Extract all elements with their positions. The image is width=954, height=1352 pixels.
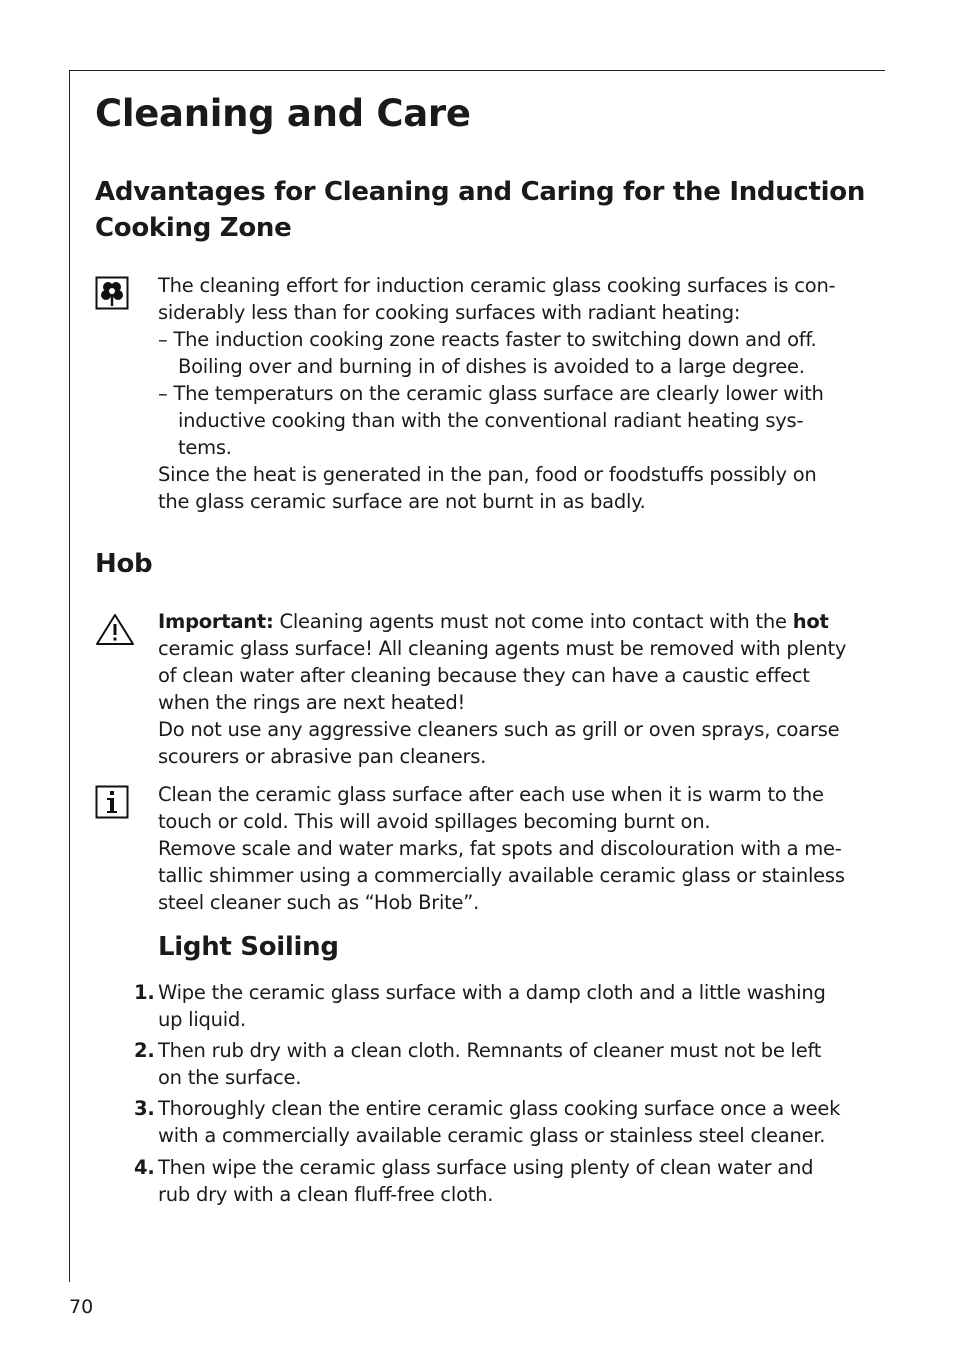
step-4-line2: rub dry with a clean fluff-free cloth. [158, 1183, 494, 1206]
step-2-line1: Then rub dry with a clean cloth. Remnants of cleaner must not be left [158, 1039, 822, 1062]
warning-line2: ceramic glass surface! All cleaning agents must be removed with plenty [158, 637, 847, 660]
advantages-bullet-1 [158, 326, 864, 380]
step-1-line2: up liquid. [158, 1008, 247, 1031]
warning-text [158, 608, 864, 770]
left-margin-rule [69, 70, 70, 1282]
step-text [158, 979, 864, 1033]
light-soiling-heading: Light Soiling [158, 932, 339, 962]
step-item-3 [134, 1095, 864, 1149]
info-text [158, 781, 864, 916]
step-text [158, 1095, 864, 1149]
advantages-heading [95, 174, 865, 246]
step-3-line2: with a commercially available ceramic glass or stainless steel cleaner. [158, 1124, 826, 1147]
step-number: 1. [134, 981, 155, 1004]
step-item-2 [134, 1037, 864, 1091]
advantages-bullet-2 [158, 380, 864, 461]
warning-line1: Cleaning agents must not come into contact with the [273, 610, 793, 633]
step-item-4 [134, 1154, 864, 1208]
bullet-1-line1: – The induction cooking zone reacts faster to switching down and off. [158, 328, 817, 351]
advantages-intro [158, 272, 864, 326]
advantages-heading-line2: Cooking Zone [95, 213, 292, 243]
page-title: Cleaning and Care [95, 92, 471, 135]
step-number: 3. [134, 1097, 155, 1120]
bullet-1-line2: Boiling over and burning in of dishes is avoided to a large degree. [178, 355, 805, 378]
hot-emphasis: hot [792, 610, 829, 633]
hob-heading: Hob [95, 549, 153, 579]
advantages-closing-line2: the glass ceramic surface are not burnt in as badly. [158, 490, 646, 513]
bullet-2-line2: inductive cooking than with the conventional radiant heating sys- [178, 409, 804, 432]
warning-triangle-icon [95, 612, 135, 646]
bullet-2-line1: – The temperaturs on the ceramic glass surface are clearly lower with [158, 382, 824, 405]
step-3-line1: Thoroughly clean the entire ceramic glass cooking surface once a week [158, 1097, 841, 1120]
advantages-closing-line1: Since the heat is generated in the pan, food or foodstuffs possibly on [158, 463, 817, 486]
step-text [158, 1037, 864, 1091]
advantages-text [158, 272, 864, 515]
step-2-line2: on the surface. [158, 1066, 302, 1089]
warning-line3: of clean water after cleaning because they can have a caustic effect [158, 664, 810, 687]
advantages-intro-line1: The cleaning effort for induction ceramic glass cooking surfaces is con- [158, 274, 836, 297]
advantages-closing [158, 461, 864, 515]
environment-clover-icon [95, 276, 129, 310]
step-4-line1: Then wipe the ceramic glass surface using plenty of clean water and [158, 1156, 814, 1179]
step-number: 4. [134, 1156, 155, 1179]
info-icon [95, 785, 129, 819]
page-number: 70 [69, 1296, 94, 1318]
warning-paragraph [158, 608, 864, 770]
info-paragraph [158, 781, 864, 916]
advantages-intro-line2: siderably less than for cooking surfaces with radiant heating: [158, 301, 741, 324]
info-line2: touch or cold. This will avoid spillages becoming burnt on. [158, 810, 711, 833]
info-line3: Remove scale and water marks, fat spots and discolouration with a me- [158, 837, 842, 860]
advantages-heading-line1: Advantages for Cleaning and Caring for the Induction [95, 177, 866, 207]
step-1-line1: Wipe the ceramic glass surface with a damp cloth and a little washing [158, 981, 826, 1004]
warning-line4: when the rings are next heated! [158, 691, 466, 714]
info-line1: Clean the ceramic glass surface after each use when it is warm to the [158, 783, 824, 806]
step-text [158, 1154, 864, 1208]
info-line4: tallic shimmer using a commercially available ceramic glass or stainless [158, 864, 845, 887]
warning-line5: Do not use any aggressive cleaners such as grill or oven sprays, coarse [158, 718, 840, 741]
step-item-1 [134, 979, 864, 1033]
info-line5: steel cleaner such as “Hob Brite”. [158, 891, 480, 914]
important-label: Important: [158, 610, 274, 633]
warning-line6: scourers or abrasive pan cleaners. [158, 745, 487, 768]
step-number: 2. [134, 1039, 155, 1062]
bullet-2-line3: tems. [178, 436, 232, 459]
top-rule [69, 70, 885, 71]
